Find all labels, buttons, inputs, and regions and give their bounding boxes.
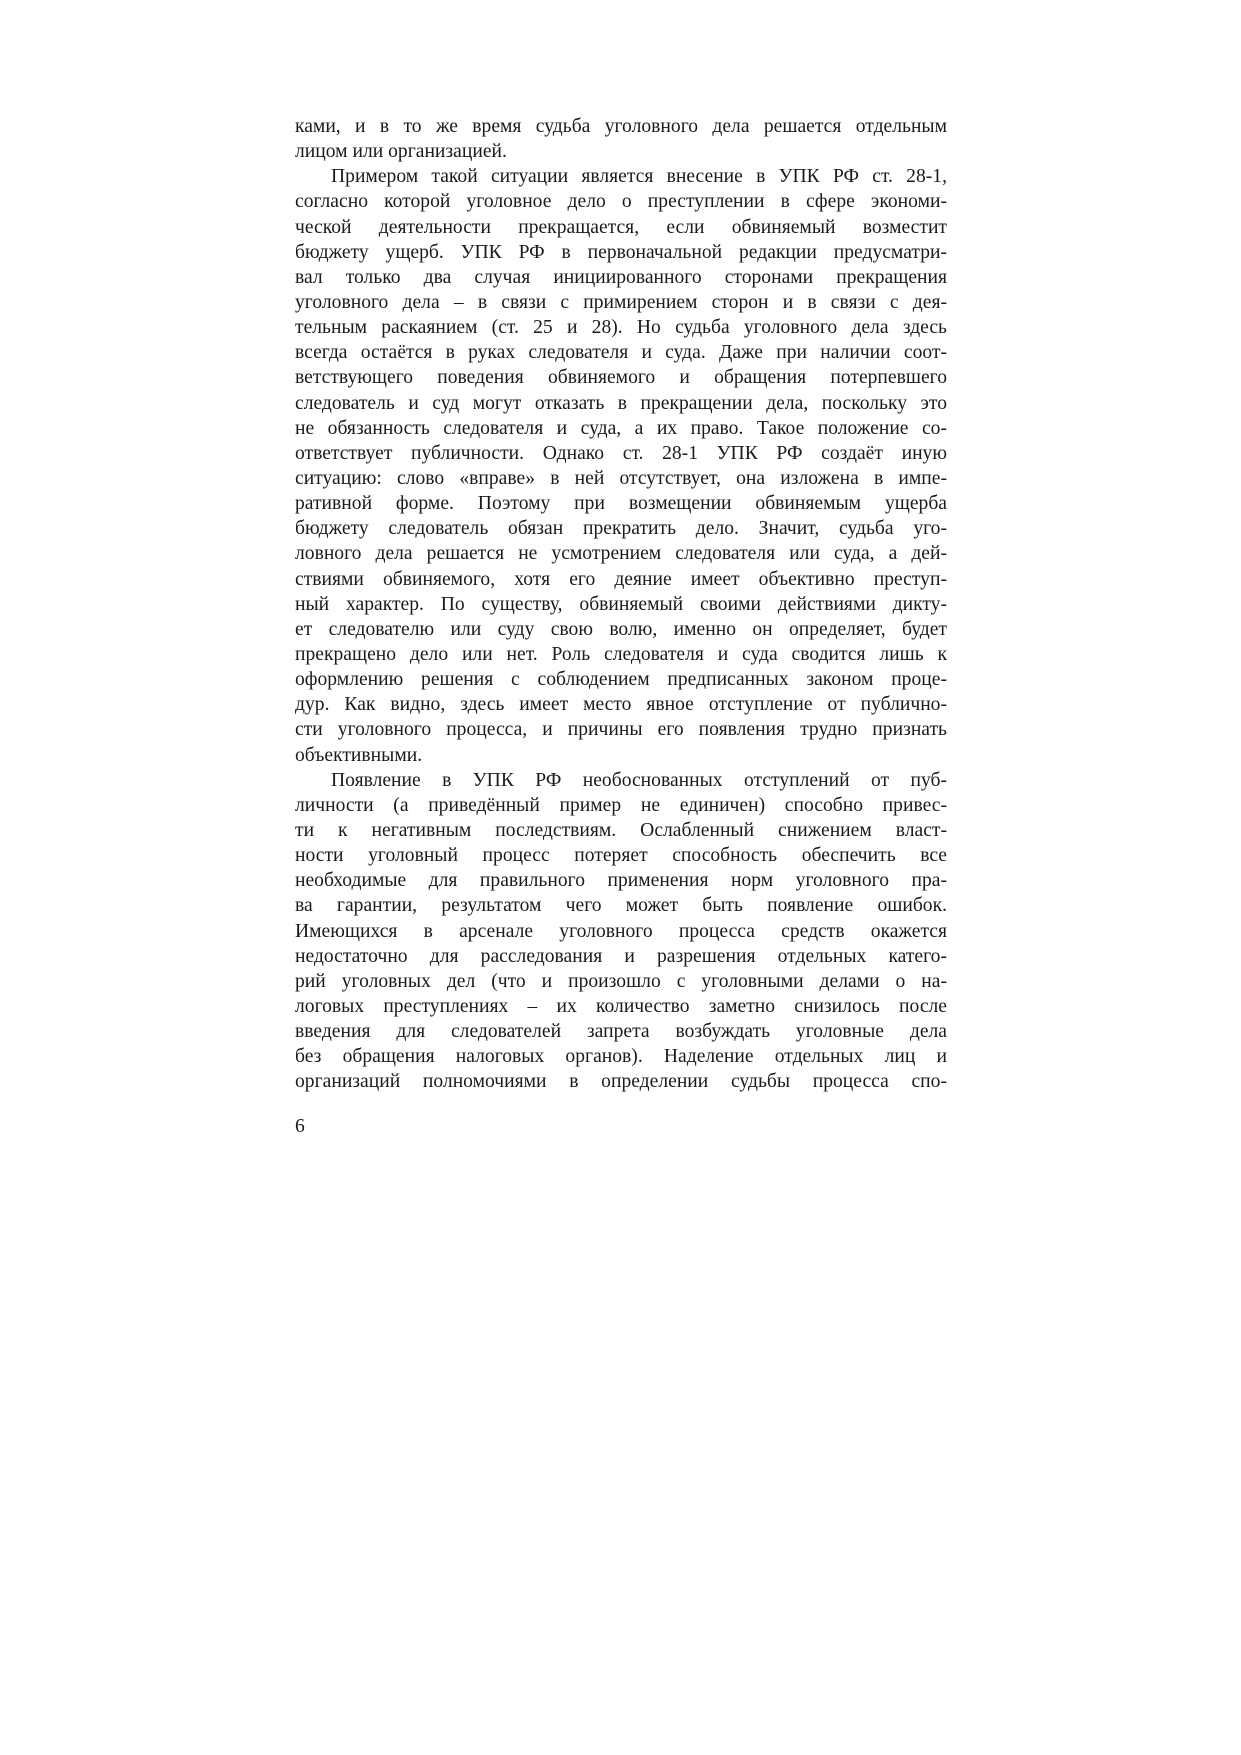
text-line: следователь и суд могут отказать в прекращении дела, поскольку это [295,392,947,414]
text-line: всегда остаётся в руках следователя и суда. Даже при наличии соот- [295,342,947,364]
paragraph [295,164,947,767]
text-line: лицом или организацией. [295,141,507,163]
text-line: Примером такой ситуации является внесение в УПК РФ ст. 28-1, [331,166,947,188]
text-line: логовых преступлениях – их количество заметно снизилось после [295,995,947,1017]
text-line: ности уголовный процесс потеряет способность обеспечить все [295,845,947,867]
text-line: согласно которой уголовное дело о преступлении в сфере экономи- [295,191,947,213]
text-line: бюджету следователь обязан прекратить дело. Значит, судьба уго- [295,518,947,540]
text-line: недостаточно для расследования и разрешения отдельных катего- [295,945,947,967]
text-line: ный характер. По существу, обвиняемый своими действиями дикту- [295,593,947,615]
text-line: бюджету ущерб. УПК РФ в первоначальной редакции предусматри- [295,241,947,263]
text-line: тельным раскаянием (ст. 25 и 28). Но судьба уголовного дела здесь [295,317,947,339]
text-line: оформлению решения с соблюдением предписанных законом проце- [295,669,947,691]
text-line: введения для следователей запрета возбуждать уголовные дела [295,1021,947,1043]
text-line: объективными. [295,744,423,766]
text-line: без обращения налоговых органов). Наделение отдельных лиц и [295,1046,947,1068]
text-line: ками, и в то же время судьба уголовного дела решается отдельным [295,116,947,137]
body-text [295,114,947,1094]
text-line: ческой деятельности прекращается, если обвиняемый возместит [295,216,947,238]
text-line: ва гарантии, результатом чего может быть появление ошибок. [295,895,947,917]
text-line: ти к негативным последствиям. Ослабленный снижением власт- [295,819,947,841]
text-line: необходимые для правильного применения норм уголовного пра- [295,870,947,892]
text-line: ответствует публичности. Однако ст. 28-1 УПК РФ создаёт иную [295,442,947,464]
text-line: ловного дела решается не усмотрением следователя или суда, а дей- [295,543,947,565]
text-line: ративной форме. Поэтому при возмещении обвиняемым ущерба [295,493,947,515]
text-line: прекращено дело или нет. Роль следователя и суда сводится лишь к [295,643,947,665]
text-line: рий уголовных дел (что и произошло с уголовными делами о на- [295,970,947,992]
text-line: организаций полномочиями в определении судьбы процесса спо- [295,1071,947,1093]
text-line: не обязанность следователя и суда, а их право. Такое положение со- [295,417,947,439]
paragraph [295,768,947,1095]
text-line: ситуацию: слово «вправе» в ней отсутствует, она изложена в импе- [295,467,947,489]
text-line: ствиями обвиняемого, хотя его деяние имеет объективно преступ- [295,568,947,590]
text-line: ет следователю или суду свою волю, именно он определяет, будет [295,618,947,640]
paragraph [295,114,947,164]
text-line: личности (а приведённый пример не единичен) способно привес- [295,794,947,816]
text-line: Имеющихся в арсенале уголовного процесса средств окажется [295,920,947,942]
text-line: ветствующего поведения обвиняемого и обращения потерпевшего [295,367,947,389]
page-number: 6 [295,1116,305,1137]
text-line: вал только два случая инициированного сторонами прекращения [295,266,947,288]
text-line: Появление в УПК РФ необоснованных отступлений от пуб- [331,769,947,791]
text-line: дур. Как видно, здесь имеет место явное отступление от публично- [295,694,947,716]
text-line: сти уголовного процесса, и причины его появления трудно признать [295,719,947,741]
text-line: уголовного дела – в связи с примирением сторон и в связи с дея- [295,291,947,313]
